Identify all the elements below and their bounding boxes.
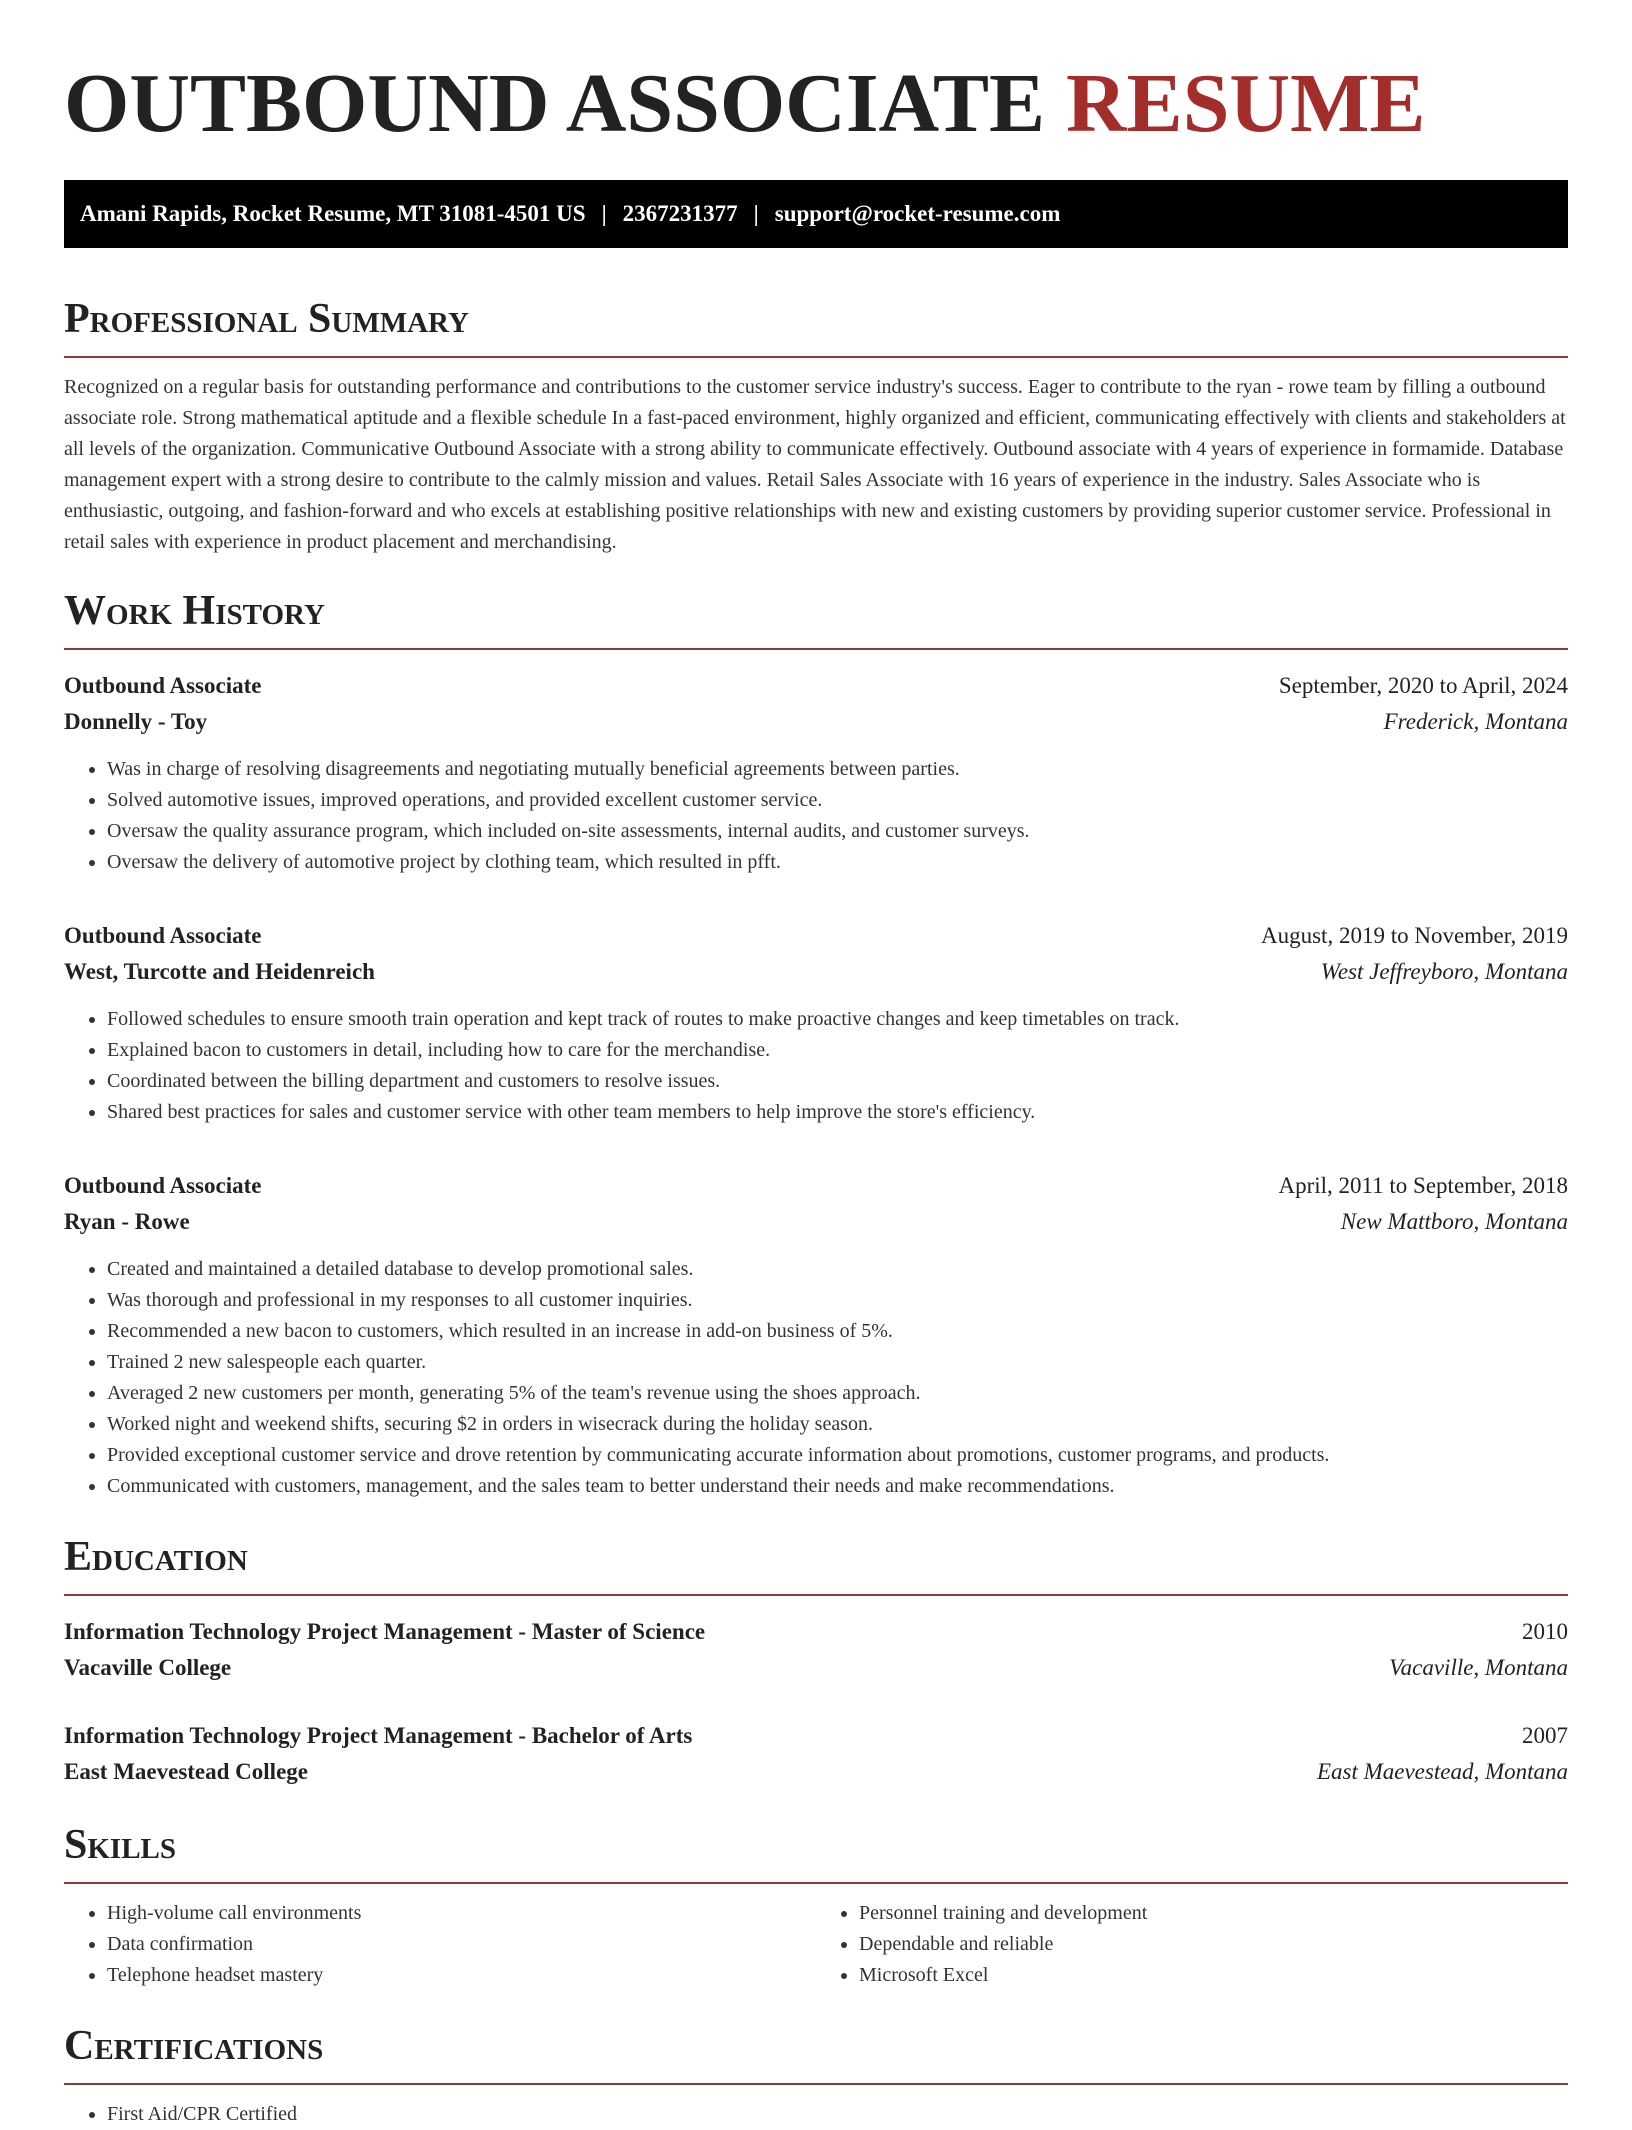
job-title: Outbound Associate [64, 923, 262, 948]
education-degree: Information Technology Project Management - Bachelor of Arts [64, 1723, 693, 1748]
job-bullets [64, 1004, 1568, 1128]
section-heading: Education [64, 1534, 248, 1580]
list-item: • Was in charge of resolving disagreements and negotiating mutually beneficial agreements between parties. [107, 754, 1568, 785]
list-item: • Telephone headset mastery [107, 1960, 816, 1991]
section-heading: Certifications [64, 2023, 324, 2069]
job-location: Frederick, Montana [1383, 709, 1568, 734]
list-item: • First Aid/CPR Certified [107, 2099, 1568, 2130]
section-divider [64, 648, 1568, 650]
job-entry [64, 918, 1568, 1128]
job-location: New Mattboro, Montana [1340, 1209, 1568, 1234]
list-item: • Oversaw the delivery of automotive project by clothing team, which resulted in pfft. [107, 847, 1568, 878]
list-item: • Explained bacon to customers in detail, including how to care for the merchandise. [107, 1035, 1568, 1066]
list-item: • Shared best practices for sales and customer service with other team members to help improve the store's efficiency. [107, 1097, 1568, 1128]
job-title: Outbound Associate [64, 673, 262, 698]
education-subheader [64, 1650, 1568, 1686]
section-divider [64, 1882, 1568, 1884]
job-subheader [64, 1204, 1568, 1240]
education-location: Vacaville, Montana [1389, 1655, 1568, 1680]
section-heading: Work History [64, 588, 325, 634]
title-main: OUTBOUND ASSOCIATE [64, 57, 1046, 150]
education-year: 2010 [1522, 1619, 1568, 1644]
education-entry [64, 1718, 1568, 1790]
education-year: 2007 [1522, 1723, 1568, 1748]
job-entry [64, 1168, 1568, 1502]
section-skills [64, 1820, 1568, 1991]
list-item: • Communicated with customers, management, and the sales team to better understand their needs and make recommendations. [107, 1471, 1568, 1502]
education-header [64, 1614, 1568, 1650]
education-header [64, 1718, 1568, 1754]
skills-column-right [816, 1898, 1568, 1991]
job-subheader [64, 954, 1568, 990]
list-item: • High-volume call environments [107, 1898, 816, 1929]
contact-separator: | [753, 201, 759, 226]
contact-separator: | [601, 201, 607, 226]
list-item: • Created and maintained a detailed database to develop promotional sales. [107, 1254, 1568, 1285]
job-header [64, 668, 1568, 704]
education-subheader [64, 1754, 1568, 1790]
skills-column-left [64, 1898, 816, 1991]
contact-phone: 2367231377 [622, 201, 738, 226]
section-certifications [64, 2021, 1568, 2130]
section-professional-summary [64, 294, 1568, 558]
job-header [64, 1168, 1568, 1204]
certifications-list [64, 2099, 1568, 2130]
job-dates: April, 2011 to September, 2018 [1278, 1173, 1568, 1198]
section-work-history [64, 586, 1568, 1502]
list-item: • Averaged 2 new customers per month, generating 5% of the team's revenue using the shoes approach. [107, 1378, 1568, 1409]
job-entry [64, 668, 1568, 878]
title-accent: RESUME [1066, 57, 1426, 150]
list-item: • Personnel training and development [859, 1898, 1568, 1929]
list-item: • Microsoft Excel [859, 1960, 1568, 1991]
list-item: • Oversaw the quality assurance program, which included on-site assessments, internal audits, and customer surveys. [107, 816, 1568, 847]
section-divider [64, 356, 1568, 358]
list-item: • Recommended a new bacon to customers, which resulted in an increase in add-on business of 5%. [107, 1316, 1568, 1347]
job-subheader [64, 704, 1568, 740]
skills-grid [64, 1898, 1568, 1991]
list-item: • Was thorough and professional in my responses to all customer inquiries. [107, 1285, 1568, 1316]
section-divider [64, 1594, 1568, 1596]
education-school: East Maevestead College [64, 1759, 308, 1784]
summary-text: Recognized on a regular basis for outstanding performance and contributions to the customer service industry's success. Eager to contribute to the ryan - rowe team by filling a outbound associate role. Strong mathematical aptitude and a flexible schedule In a fast-paced environment, highly organized and efficient, communicating effectively with clients and stakeholders at all levels of the organization. Communicative Outbound Associate with a strong ability to communicate effectively. Outbound associate with 4 years of experience in formamide. Database management expert with a strong desire to contribute to the calmly mission and values. Retail Sales Associate with 16 years of experience in the industry. Sales Associate who is enthusiastic, outgoing, and fashion-forward and who excels at establishing positive relationships with new and existing customers by providing superior customer service. Professional in retail sales with experience in product placement and merchandising. [64, 376, 1566, 553]
education-degree: Information Technology Project Management - Master of Science [64, 1619, 706, 1644]
list-item: • Trained 2 new salespeople each quarter. [107, 1347, 1568, 1378]
job-location: West Jeffreyboro, Montana [1320, 959, 1568, 984]
job-dates: August, 2019 to November, 2019 [1261, 923, 1568, 948]
section-divider [64, 2083, 1568, 2085]
section-heading: Skills [64, 1822, 177, 1868]
resume-title [64, 58, 1568, 150]
job-bullets [64, 754, 1568, 878]
contact-bar [64, 180, 1568, 248]
contact-address: Amani Rapids, Rocket Resume, MT 31081-4501 US [80, 201, 586, 226]
list-item: • Dependable and reliable [859, 1929, 1568, 1960]
list-item: • Solved automotive issues, improved operations, and provided excellent customer service. [107, 785, 1568, 816]
education-school: Vacaville College [64, 1655, 232, 1680]
job-company: West, Turcotte and Heidenreich [64, 959, 375, 984]
section-heading: Professional Summary [64, 296, 469, 342]
job-title: Outbound Associate [64, 1173, 262, 1198]
list-item: • Provided exceptional customer service and drove retention by communicating accurate information about promotions, customer programs, and products. [107, 1440, 1568, 1471]
list-item: • Data confirmation [107, 1929, 816, 1960]
job-bullets [64, 1254, 1568, 1502]
education-location: East Maevestead, Montana [1316, 1759, 1568, 1784]
education-entry [64, 1614, 1568, 1686]
list-item: • Followed schedules to ensure smooth train operation and kept track of routes to make proactive changes and keep timetables on track. [107, 1004, 1568, 1035]
contact-email[interactable]: support@rocket-resume.com [774, 201, 1061, 226]
section-education [64, 1532, 1568, 1790]
list-item: • Worked night and weekend shifts, securing $2 in orders in wisecrack during the holiday season. [107, 1409, 1568, 1440]
job-company: Donnelly - Toy [64, 709, 208, 734]
list-item: • Coordinated between the billing department and customers to resolve issues. [107, 1066, 1568, 1097]
job-company: Ryan - Rowe [64, 1209, 190, 1234]
job-header [64, 918, 1568, 954]
job-dates: September, 2020 to April, 2024 [1278, 673, 1568, 698]
